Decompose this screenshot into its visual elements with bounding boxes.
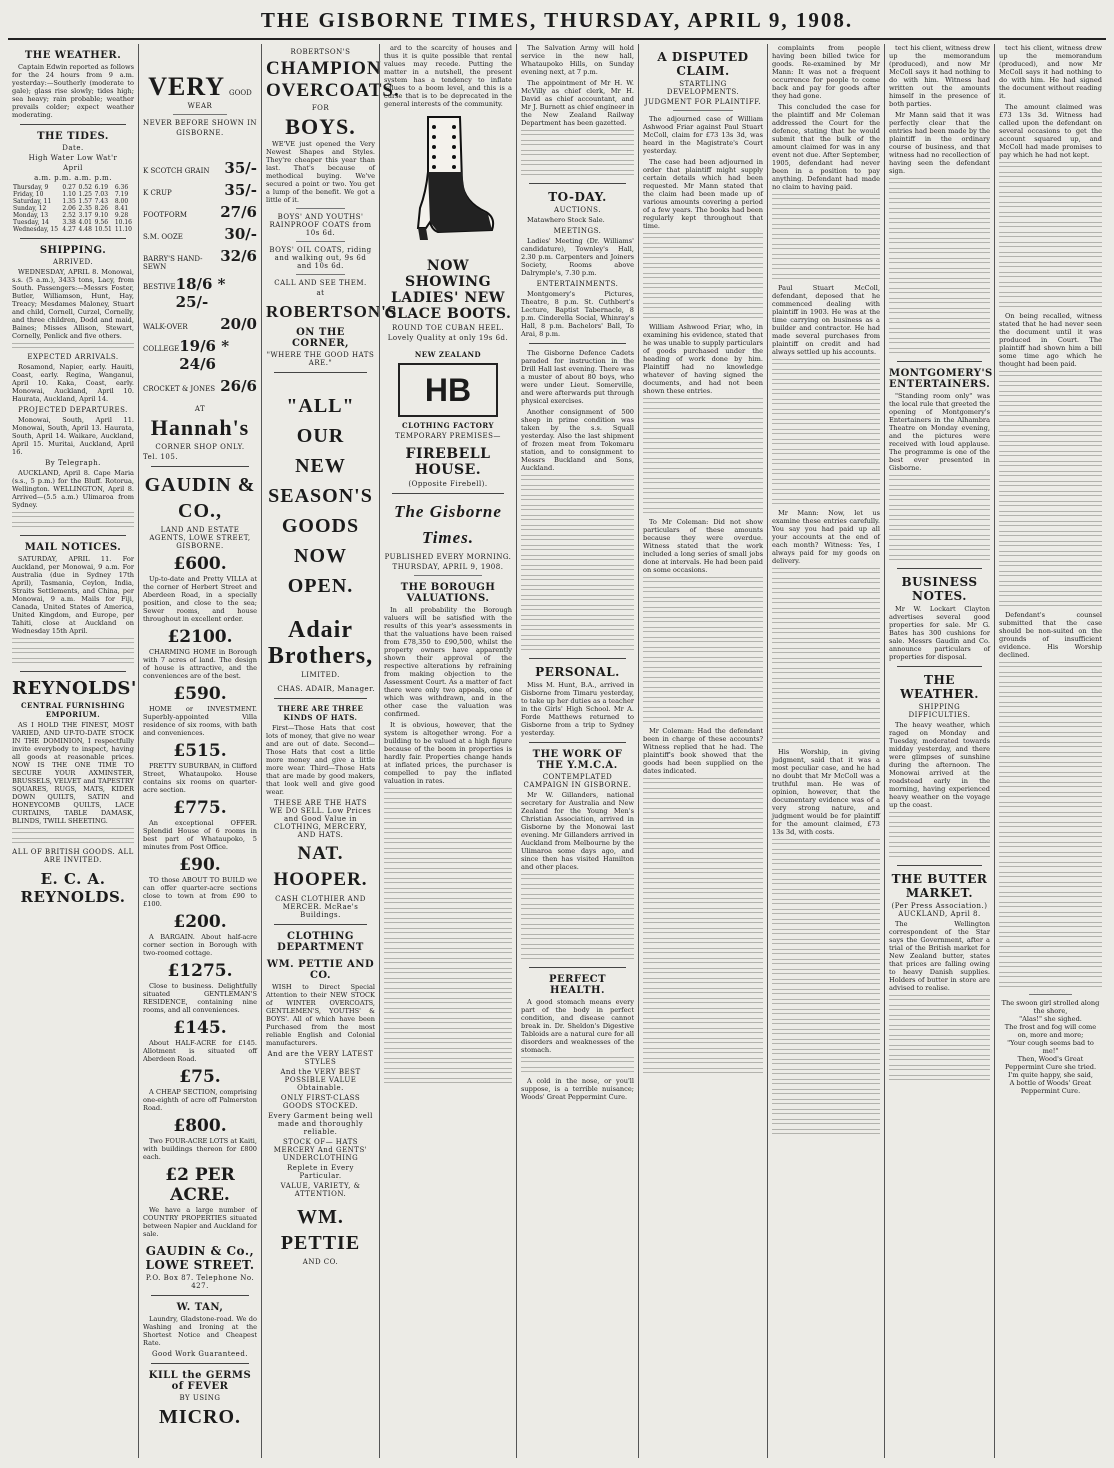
value-variety: VALUE, VARIETY, & ATTENTION. — [280, 1182, 361, 1198]
tide-cell: 2.52 — [62, 212, 76, 219]
brothers-logo: Brothers, — [267, 643, 374, 669]
poem-line: Then, Wood's Great Peppermint Cure she tried. — [1004, 1055, 1097, 1071]
tan-heading: W. TAN, — [176, 1302, 224, 1313]
gaudin-logo: GAUDIN & CO., — [144, 474, 256, 522]
shoe-price: 26/6 — [220, 377, 257, 395]
butter-heading: THE BUTTER MARKET. — [891, 872, 988, 900]
column-8 — [884, 44, 994, 1458]
business-heading: BUSINESS NOTES. — [901, 575, 978, 603]
good-label: GOOD — [229, 89, 252, 97]
startling-subheading: STARTLING DEVELOPMENTS. — [666, 80, 740, 96]
listing-text: Close to business. Delightfully situated GENTLEMAN'S RESIDENCE, containing nine rooms, and all conveniences. — [143, 982, 257, 1014]
butter-text: The Wellington correspondent of the Star says the Government, after a trial of the British market for New Zealand butter, states that prices are falling owing to heavy Danish supplies. Holders of butter in store are advised to realise. — [889, 920, 990, 992]
court-text-1: complaints from people having been billed twice for goods. Re-examined by Mr Mann: It was not a frequent occurrence for people to come back and pay for goods after they had gone. — [772, 44, 880, 100]
col9-text-3: On being recalled, witness stated that he had never seen the document until it was produced in Court. The plaintiff had shown him a bill some time ago which he thought had been paid. — [999, 312, 1102, 368]
firebell-house: FIREBELL HOUSE. — [405, 446, 491, 478]
tide-cell: 1.57 — [78, 198, 92, 205]
weather-heading: THE WEATHER. — [24, 50, 122, 61]
business-text: Mr W. Lockart Clayton advertises several good properties for sale. Mr G. Bates has 300 cushions for sale. Messrs Gaudin and Co. announce particulars of properties for disposal. — [889, 605, 990, 661]
shoe-name: FOOTFORM — [143, 211, 188, 219]
wear-label: WEAR — [187, 102, 213, 110]
listing-price: £590. — [173, 684, 227, 704]
boot-illustration-icon — [398, 112, 498, 252]
tide-cell: 2.06 — [62, 205, 76, 212]
ymca-heading: THE WORK OF THE Y.M.C.A. — [532, 749, 623, 771]
court-text-4: Mr Mann: Now, let us examine these entries carefully. You say you had paid up all your accounts at the end of each month? Witness: Yes, I always paid for my goods on delivery. — [772, 509, 880, 565]
claim-text-3: William Ashwood Friar, who, in examining his evidence, stated that he was unable to supply particulars of goods purchased under the heading of work done by him. Plaintiff had no knowledge whatever of having signed the documents, and had not been shown these entries. — [643, 323, 763, 395]
poem-line: The frost and fog will come on, more and more; — [1004, 1023, 1097, 1039]
all-our-word: GOODS — [281, 515, 360, 537]
col9-text-2: The amount claimed was £73 13s 3d. Witness had called upon the defendant on several occasions to get the account squared up, and McColl had made promises to pay which he had not kept. — [999, 103, 1102, 159]
tide-cell: 9.10 — [94, 212, 109, 219]
expected-text: Rosamond, Napier, early. Hauiti, Coast, early. Regina, Wanganui, April 10. Kaka, Coast, early. Monowai, Auckland, April 10. Haurata, Auckland, April 14. — [12, 363, 134, 403]
robertsons-top: ROBERTSON'S — [290, 48, 351, 56]
micro-logo: MICRO. — [158, 1406, 242, 1428]
price-row — [143, 275, 257, 311]
tide-row — [12, 184, 134, 191]
poem-line: A bottle of Woods' Great Peppermint Cure. — [1009, 1079, 1092, 1095]
mail-text: SATURDAY, APRIL 11. For Auckland, per Monowai, 9 a.m. For Australia (due in Sydney 17th April), Tasmania, Ceylon, India, Straits Settlements, and China, per Monowai, 9 a.m. Mails for Fiji, Canada, United States of America, United Kingdom, and Europe, per Tahiti, close at Auckland on Wednesday 15th April. — [12, 555, 134, 635]
personal-text: Miss M. Hunt, B.A., arrived in Gisborne from Timaru yesterday, to take up her duties as a teacher in the Girls' High School. Mr A. Forde Matthews returned to Gisborne from a trip to Sydney yesterday. — [521, 681, 634, 737]
today-heading: TO-DAY. — [548, 190, 607, 204]
hats-heading: THERE ARE THREE KINDS OF HATS. — [277, 704, 364, 722]
price-row — [143, 337, 257, 373]
tide-cell: 8.00 — [114, 198, 129, 205]
best-value: And the VERY BEST POSSIBLE VALUE Obtainable. — [280, 1068, 361, 1092]
perfect-health-heading: PERFECT HEALTH. — [548, 974, 607, 996]
auctions-heading: AUCTIONS. — [554, 206, 601, 214]
shoe-price: 18/6 * 25/- — [175, 275, 226, 311]
montgomery-heading: MONTGOMERY'S ENTERTAINERS. — [889, 368, 993, 390]
column-2 — [138, 44, 261, 1458]
entertainments-heading: ENTERTAINMENTS. — [536, 280, 619, 288]
projected-heading: PROJECTED DEPARTURES. — [18, 406, 128, 414]
gisborne-times-nameplate: The Gisborne Times. — [394, 502, 502, 547]
peppermint-ad: A cold in the nose, or you'll suppose, is a terrible nuisance; Woods' Great Peppermint Cure. — [521, 1077, 634, 1101]
call-see: CALL AND SEE THEM. — [274, 279, 367, 287]
hooper-subtitle: CASH CLOTHIER AND MERCER. McRae's Buildings. — [275, 895, 366, 919]
listing-text: About HALF-ACRE for £145. Allotment is situated off Aberdeen Road. — [143, 1039, 257, 1063]
price-row — [143, 159, 257, 177]
all-our-new-goods — [266, 391, 375, 601]
column-1 — [8, 44, 138, 1458]
montgomery-text: "Standing room only" was the local rule that greeted the opening of Montgomery's Entertainers in the Alhambra Theatre on Monday evening, and the pictures were received with loud applause. The programme is one of the best ever presented in Gisborne. — [889, 392, 990, 472]
masthead-rule — [8, 38, 1106, 40]
tide-cell: 3.17 — [78, 212, 92, 219]
listing-text: A CHEAP SECTION, comprising one-eighth of acre off Palmerston Road. — [143, 1088, 257, 1112]
entertainments-text: Montgomery's Pictures, Theatre, 8 p.m. St. Cuthbert's Lecture, Baptist Tabernacle, 8 p.m. Cinderella Social, Whinray's Hall, 8 p.m. Bachelors' Ball, To Arai, 8 p.m. — [521, 290, 634, 338]
divider — [20, 671, 126, 672]
expected-heading: EXPECTED ARRIVALS. — [27, 353, 119, 361]
reynolds-footer: ALL OF BRITISH GOODS. ALL ARE INVITED. — [12, 848, 134, 864]
tan-text: Laundry, Gladstone-road. We do Washing and Ironing at the Shortest Notice and Cheapest Rate. — [143, 1315, 257, 1347]
oil-coats: BOYS' OIL COATS, riding and walking out, 9s 6d and 10s 6d. — [269, 246, 372, 270]
listing-text: CHARMING HOME in Borough with 7 acres of land. The design of house is attractive, and the conveniences are of the best. — [143, 648, 257, 680]
boots-heading: NOW SHOWING LADIES' NEW GLACE BOOTS. — [384, 258, 512, 322]
replete-2: Replete in Every Particular. — [287, 1164, 354, 1180]
judgment-subheading: JUDGMENT FOR PLAINTIFF. — [644, 98, 762, 106]
on-the-corner: ON THE CORNER, — [291, 327, 350, 349]
all-our-word: "ALL" — [286, 395, 355, 417]
listing-text: TO those ABOUT TO BUILD we can offer quarter-acre sections close to town at from £90 to £100. — [143, 876, 257, 908]
price-row — [143, 377, 257, 395]
shoe-name: K CRUP — [143, 189, 172, 197]
masthead: THE GISBORNE TIMES, THURSDAY, APRIL 9, 1908. — [260, 8, 854, 32]
shoe-name: WALK-OVER — [143, 323, 188, 331]
divider — [20, 124, 126, 125]
limited-label: LIMITED. — [301, 671, 340, 679]
tide-cell: 10.16 — [114, 219, 132, 226]
and-co: AND CO. — [302, 1258, 339, 1266]
memo-text-1: tect his client, witness drew up the memorandum (produced), and now Mr McColl says it had nothing to do with him. Witness had written out the amounts himself in the presence of both parties. — [889, 44, 990, 108]
price-row — [143, 247, 257, 271]
by-using: BY USING — [179, 1394, 221, 1402]
auctions-text: Matawhero Stock Sale. — [527, 216, 605, 224]
court-text-2: This concluded the case for the plaintiff and Mr Coleman addressed the Court for the defence, stating that he would submit that the bulk of the amount claimed for was in any event not due. After September, 1905, defendant had never been in a position to pay anything. Defendant had made no claim to having paid. — [772, 103, 880, 191]
boys-heading: BOYS. — [285, 114, 356, 139]
projected-text: Monowai, South, April 11. Monowai, South, April 13. Haurata, South, April 14. Waikare, Auckland, April 15. Muritai, Auckland, April 16. — [12, 416, 134, 456]
never-before: NEVER BEFORE SHOWN IN — [143, 119, 257, 127]
round-toe: ROUND TOE CUBAN HEEL. — [391, 324, 505, 332]
at-label: at — [316, 289, 325, 297]
raincoats: BOYS' AND YOUTHS' RAINPROOF COATS from 10s 6d. — [269, 213, 372, 237]
tide-cell: 4.01 — [78, 219, 92, 226]
shoe-price: 27/6 — [220, 203, 257, 221]
tide-cell: 3.38 — [62, 219, 76, 226]
valuations-text: In all probability the Borough valuers will be satisfied with the results of this year's assessments in that the valuations have been raised from £78,350 to £90,500, whilst the property owners have apparently shown their approval of the respective alterations by refraining from making objection to the Assessment Court. As a matter of fact there were only two appeals, one of which was withdrawn, and in the other case the valuation was confirmed. — [384, 606, 512, 718]
gaudin-subtitle: LAND AND ESTATE AGENTS, LOWE STREET, GISBORNE. — [149, 526, 251, 550]
overcoats-heading: OVERCOATS. — [266, 80, 400, 101]
tide-cell: 0.52 — [78, 184, 92, 191]
listing-text: A BARGAIN. About half-acre corner section in Borough with two-roomed cottage. — [143, 933, 257, 957]
reynolds-text: AS I HOLD THE FINEST, MOST VARIED, AND UP-TO-DATE STOCK IN THE DOMINION, I respectfully invite everybody to inspect, having all goods at reasonable prices. NOW IS THE ONE TIME TO SECURE YOUR AXMINSTER, BRUSSELS, VELVET and TAPESTRY SQUARES, RUGS, MATS, KIDER DOWN QUILTS, SATIN and HONEYCOMB QUILTS, LACE CURTAINS, TABLE DAMASK, BLINDS, TWILL SHEETING. — [12, 721, 134, 825]
col9-text-4: Defendant's counsel submitted that the case should be non-suited on the grounds of insufficient evidence. His Worship declined. — [999, 611, 1102, 659]
listing-text: We have a large number of COUNTRY PROPERTIES situated between Napier and Auckland for sale. — [143, 1206, 257, 1238]
hats-text: First—Those Hats that cost lots of money, that give no wear and are out of date. Second—Those Hats that cost a little more money and give a little more wear. Third—Those Hats that are made by good makers, that look well and give good wear. — [266, 724, 375, 796]
pettie-text: WISH to Direct Special Attention to their NEW STOCK of WINTER OVERCOATS, GENTLEMEN'S, YOUTHS' & BOYS'. All of which have been Purchased from the most reliable English and Colonial manufacturers. — [266, 983, 375, 1047]
col9-text-1: tect his client, witness drew up the memorandum (produced), and now Mr McColl says it had nothing to do with him. He had signed the document without reading it. — [999, 44, 1102, 100]
latest-styles: And are the VERY LATEST STYLES — [267, 1050, 374, 1066]
tide-cell: 10.51 — [94, 226, 112, 233]
tide-cell: 7.43 — [94, 198, 109, 205]
cadets-note: The Gisborne Defence Cadets paraded for instruction in the Drill Hall last evening. There was a muster of about 80 boys, who were under Lieut. Somerville, and were afterwards put through physical exercises. — [521, 349, 634, 405]
salvation-army-note: The Salvation Army will hold service in the new hall, Whataupoko Hills, on Sunday evening next, at 7 p.m. — [521, 44, 634, 76]
peppermint-poem — [999, 999, 1102, 1095]
appointment-note: The appointment of Mr H. W. McVilly as chief clerk, Mr H. David as chief accountant, and Mr J. Burnett as chief engineer in the New Zealand Railway Department has been gazetted. — [521, 79, 634, 127]
telegraph-label: By Telegraph. — [45, 459, 101, 467]
good-work: Good Work Guaranteed. — [151, 1350, 249, 1358]
tide-row — [12, 212, 134, 219]
butter-sub: (Per Press Association.) AUCKLAND, April 8. — [891, 902, 988, 918]
temporary-premises: TEMPORARY PREMISES— — [395, 432, 501, 440]
published-label: PUBLISHED EVERY MORNING. — [384, 553, 512, 561]
listing-text: HOME or INVESTMENT. Superbly-appointed Villa residence of six rooms, with bath and conveniences. — [143, 705, 257, 737]
first-class: ONLY FIRST-CLASS GOODS STOCKED. — [280, 1094, 361, 1110]
claim-text-2: The case had been adjourned in order that plaintiff might supply certain details which had been requested. Mr Mann stated that the claim had been made up of various amounts covering a period of a few years. The books had been regularly kept throughout that time. — [643, 158, 763, 230]
divider — [20, 238, 126, 239]
tide-cell: Monday, 13 — [13, 212, 49, 219]
perfect-health-text: A good stomach means every part of the body in perfect condition, and disease cannot break in. Dr. Sheldon's Digestive Tabloids are a natural cure for all disorders and weaknesses of the stomach. — [521, 998, 634, 1054]
claim-text-4: To Mr Coleman: Did not show particulars of these amounts because they were overdue. Witness stated that the work included a long series of small jobs done at intervals. He had been paid on some occasions. — [643, 518, 763, 574]
tide-row — [12, 191, 134, 198]
reynolds-subtitle: CENTRAL FURNISHING EMPORIUM. — [20, 701, 125, 719]
boys-text: WE'VE just opened the Very Newest Shapes and Styles. They're cheaper this year than last. That's because of methodical buying. We've secured a point or two. You get a lump of the benefit. We got a little of it. — [266, 140, 375, 204]
shoe-name: CROCKET & JONES — [143, 385, 215, 393]
tide-cell: 7.19 — [114, 191, 129, 198]
shoe-name: BESTIVE — [143, 283, 176, 291]
tides-header-4: a.m. p.m. a.m. p.m. — [34, 174, 112, 182]
weather-report: Captain Edwin reported as follows for the 24 hours from 9 a.m. yesterday:—Southerly (moderate to gale); glass rise slowly; tides high; sea heavy; rain probable; weather prevails colder; expect weather moderating. — [12, 63, 134, 119]
reynolds-signature: E. C. A. REYNOLDS. — [20, 870, 126, 906]
tide-cell: 8.41 — [114, 205, 129, 212]
tides-header-1: Date. — [62, 144, 84, 152]
robertsons-name: ROBERTSON'S — [266, 302, 398, 321]
all-our-word: OPEN. — [287, 575, 354, 597]
column-4 — [379, 44, 516, 1458]
shoe-name: BARRY'S HAND-SEWN — [143, 255, 203, 271]
stock-of: STOCK OF— HATS MERCERY And GENTS' UNDERCLOTHING — [273, 1138, 368, 1162]
court-text-5: His Worship, in giving judgment, said that it was a most peculiar case, and he had no doubt that Mr McColl was a truthful man. He was of opinion, however, that the documentary evidence was of a very strong nature, and judgment would be for plaintiff for the amount claimed, £73 13s 3d, with costs. — [772, 748, 880, 836]
clothing-dept: CLOTHING DEPARTMENT — [277, 931, 364, 953]
listing-price: £2 PER ACRE. — [165, 1165, 235, 1205]
valuations-text-2: It is obvious, however, that the system is altogether wrong. For a building to be valued at a high figure because of the boom in properties is hardly fair. Properties change hands at inflated prices, the purchaser is compelled to pay the inflated valuation in rates. — [384, 721, 512, 785]
all-our-word: NEW — [295, 455, 346, 477]
listing-price: £775. — [173, 798, 227, 818]
tide-cell: 2.35 — [78, 205, 92, 212]
shoe-price: 35/- — [224, 159, 257, 177]
tide-row — [12, 219, 134, 226]
column-5 — [516, 44, 638, 1458]
listing-price: £515. — [173, 741, 227, 761]
weather2-heading: THE WEATHER. — [900, 673, 979, 701]
all-our-word: SEASON'S — [268, 485, 373, 507]
all-our-word: OUR — [296, 425, 345, 447]
tide-cell: 1.10 — [62, 191, 76, 198]
tide-cell: 1.35 — [62, 198, 76, 205]
tide-cell: 7.03 — [94, 191, 109, 198]
tide-cell: 9.28 — [114, 212, 129, 219]
tides-header-3: April — [63, 164, 83, 172]
meetings-heading: MEETINGS. — [553, 227, 602, 235]
shoe-name: COLLEGE — [143, 345, 180, 353]
ymca-text: Mr W. Gillanders, national secretary for Australia and New Zealand for the Young Men's Christian Association, arrived in Gisborne by the Monowai last evening. Mr Gillanders arrived in Auckland from Melbourne by the Ulimaroa some days ago, and since then has visited Hamilton and other places. — [521, 791, 634, 871]
pettie-heading: WM. PETTIE AND CO. — [266, 959, 375, 981]
town-label: GISBORNE. — [176, 129, 224, 137]
tide-cell: 11.10 — [114, 226, 132, 233]
tide-row — [12, 198, 134, 205]
price-row — [143, 203, 257, 221]
property-listings — [143, 554, 257, 1238]
clothing-factory: CLOTHING FACTORY — [402, 421, 494, 430]
listing-text: An exceptional OFFER. Splendid House of 6 rooms in best part of Whataupoko, 5 minutes from Post Office. — [143, 819, 257, 851]
nz-label: NEW ZEALAND — [414, 350, 482, 359]
column-9 — [994, 44, 1106, 1458]
tide-cell: 6.36 — [114, 184, 129, 191]
listing-price: £75. — [179, 1067, 221, 1087]
mail-heading: MAIL NOTICES. — [24, 542, 122, 553]
tide-cell: 8.26 — [94, 205, 109, 212]
column-3 — [261, 44, 400, 1458]
listing-price: £145. — [173, 1018, 227, 1038]
tide-cell: Sunday, 12 — [13, 205, 47, 212]
tide-cell: 6.19 — [94, 184, 109, 191]
disputed-claim-heading: A DISPUTED CLAIM. — [657, 50, 749, 78]
telephone: Tel. 105. — [143, 453, 179, 461]
tide-cell: Wednesday, 15 — [13, 226, 59, 233]
hats-footer: THESE ARE THE HATS WE DO SELL. Low Prices and Good Value in CLOTHING, MERCERY, AND HATS. — [269, 799, 372, 839]
hb-logo: HB — [398, 363, 498, 417]
reynolds-title: REYNOLDS' — [12, 678, 137, 699]
tide-cell: Saturday, 11 — [13, 198, 52, 205]
adair-signature: CHAS. ADAIR, Manager. — [277, 685, 375, 693]
shoe-price: 30/- — [224, 225, 257, 243]
shoe-price: 35/- — [224, 181, 257, 199]
tide-cell: Thursday, 9 — [13, 184, 49, 191]
tide-row — [12, 205, 134, 212]
listing-price: £90. — [179, 855, 221, 875]
tide-cell: 4.27 — [62, 226, 76, 233]
tide-cell: 0.27 — [62, 184, 76, 191]
memo-text-2: Mr Mann said that it was perfectly clear that the entries had been made by the plaintiff in the ordinary course of business, and that witness had no recollection of having seen the defendant sign. — [889, 111, 990, 175]
gaudin-footer: GAUDIN & Co., LOWE STREET. — [145, 1244, 255, 1272]
article-text-top: ard to the scarcity of houses and thus it is quite possible that rental values may recede. Putting the matter in a nutshell, the present system has a tendency to inflate values to a boom level, and this is a curse that is to be deprecated in the general interests of the community. — [384, 44, 512, 108]
po-box: P.O. Box 87. Telephone No. 427. — [145, 1274, 255, 1290]
tide-cell: 4.48 — [78, 226, 92, 233]
listing-price: £2100. — [167, 627, 233, 647]
court-text-3: Paul Stuart McColl, defendant, deposed that he commenced dealing with plaintiff in 1903. He was at the time carrying on business as a builder and contractor. He had made several purchases from plaintiff on credit and had always settled up his accounts. — [772, 284, 880, 356]
listing-price: £600. — [173, 554, 227, 574]
listing-text: PRETTY SUBURBAN, in Clifford Street, Whataupoko. House contains six rooms on quarter-acre section. — [143, 762, 257, 794]
shoe-price: 20/0 — [220, 315, 257, 333]
listing-price: £800. — [173, 1116, 227, 1136]
arrived-label: ARRIVED. — [52, 258, 94, 266]
listing-price: £200. — [173, 912, 227, 932]
poem-line: The swoon girl strolled along the shore, — [1001, 999, 1100, 1015]
claim-text-1: The adjourned case of William Ashwood Friar against Paul Stuart McColl, claim for £73 13s 3d, was heard in the Magistrate's Court yesterday. — [643, 115, 763, 155]
hooper-logo: NAT. HOOPER. — [273, 843, 368, 890]
price-row — [143, 225, 257, 243]
shoe-price-list — [143, 159, 257, 395]
tide-row — [12, 226, 134, 233]
tides-header-2: High Water Low Wat'r — [28, 154, 118, 162]
sheep-note: Another consignment of 500 sheep in prime condition was taken by the s.s. Squall yesterday. Also the last shipment of frozen meat from Tokomaru station, and to consignment to Messrs Buckland and Sons, Auckland. — [521, 408, 634, 472]
wm-pettie: WM. PETTIE — [280, 1206, 361, 1254]
meetings-text: Ladies' Meeting (Dr. Williams' candidature), Townley's Hall, 2.30 p.m. Carpenters and Joiners Society, Rooms above Dalrymple's, 7.30 p.m. — [521, 237, 634, 277]
shipping-heading: SHIPPING. — [39, 245, 107, 256]
price-row — [143, 315, 257, 333]
adair-logo: Adair — [288, 617, 353, 643]
tide-cell: 1.25 — [78, 191, 92, 198]
tide-cell: Friday, 10 — [13, 191, 44, 198]
issue-date: THURSDAY, APRIL 9, 1908. — [392, 563, 504, 571]
column-6 — [638, 44, 767, 1458]
at-label: AT — [194, 405, 206, 413]
corner-shop: CORNER SHOP ONLY. — [155, 443, 245, 451]
claim-text-5: Mr Coleman: Had the defendant been in charge of these accounts? Witness replied that he had. The plaintiff's book showed that the goods had been supplied on the dates indicated. — [643, 727, 763, 775]
column-7 — [767, 44, 884, 1458]
poem-line: "Your cough seems bad to me!" — [1007, 1039, 1094, 1055]
kill-germs: KILL the GERMS of FEVER — [148, 1370, 252, 1392]
poem-line: "Alas!" she sighed. — [1019, 1015, 1082, 1023]
opposite-firebell: (Opposite Firebell). — [408, 480, 488, 488]
shoe-price: 32/6 — [220, 247, 257, 265]
divider — [20, 535, 126, 536]
tide-cell: Tuesday, 14 — [13, 219, 49, 226]
shoe-price: 19/6 * 24/6 — [179, 337, 230, 373]
listing-price: £1275. — [167, 961, 233, 981]
very-good-word: VERY — [148, 72, 226, 101]
all-our-word: NOW — [294, 545, 347, 567]
personal-heading: PERSONAL. — [535, 665, 620, 679]
for-label: FOR — [311, 104, 330, 112]
listing-text: Two FOUR-ACRE LOTS at Kaiti, with buildings thereon for £800 each. — [143, 1137, 257, 1161]
shoe-name: K SCOTCH GRAIN — [143, 167, 210, 175]
arrived-text: WEDNESDAY, APRIL 8. Monowai, s.s. (5 a.m.), 3433 tons, Lacy, from South. Passengers:—Messrs Foster, Butler, Williamson, Hunt, Hay, Treacy; Mesdames Maloney, Stuart and child, Cornell, Curzel, Cornelly, and three children, Dodd and maid, Baines; Misses Allison, Stewart, Cornelly, Penlick and five others. — [12, 268, 134, 340]
replete: Every Garment being well made and thoroughly reliable. — [268, 1112, 373, 1136]
weather2-text: The heavy weather, which raged on Monday and Tuesday, moderated towards midday yesterday, and there were glimpses of sunshine during the afternoon. The Monowai arrived at the roadstead early in the morning, having experienced heavy weather on the voyage up the coast. — [889, 721, 990, 809]
valuations-heading: THE BOROUGH VALUATIONS. — [400, 582, 496, 604]
shoe-name: S.M. OOZE — [143, 233, 183, 241]
telegraph-text: AUCKLAND, April 8. Cape Maria (s.s., 5 p.m.) for the Bluff. Rotorua, Wellington. WELLINGTON, April 8. Arrived—(5.5 a.m.) Ulimaroa from Sydney. — [12, 469, 134, 509]
poem-line: I'm quite happy, she said, — [1007, 1071, 1094, 1079]
champion-heading: CHAMPION — [266, 58, 382, 79]
tides-table — [12, 184, 134, 233]
quality-price: Lovely Quality at only 19s 6d. — [387, 334, 509, 342]
tides-heading: THE TIDES. — [37, 131, 109, 142]
listing-text: Up-to-date and Pretty VILLA at the corner of Herbert Street and Aberdeen Road, in a specially position, and close to the sea; Sewer rooms, and house throughout in excellent order. — [143, 575, 257, 623]
ymca-subheading: CONTEMPLATED CAMPAIGN IN GISBORNE. — [523, 773, 632, 789]
price-row — [143, 181, 257, 199]
good-hats: "WHERE THE GOOD HATS ARE." — [266, 351, 375, 367]
weather2-sub: SHIPPING DIFFICULTIES. — [908, 703, 971, 719]
hannahs-logo: Hannah's — [150, 415, 250, 440]
tide-cell: 9.56 — [94, 219, 109, 226]
